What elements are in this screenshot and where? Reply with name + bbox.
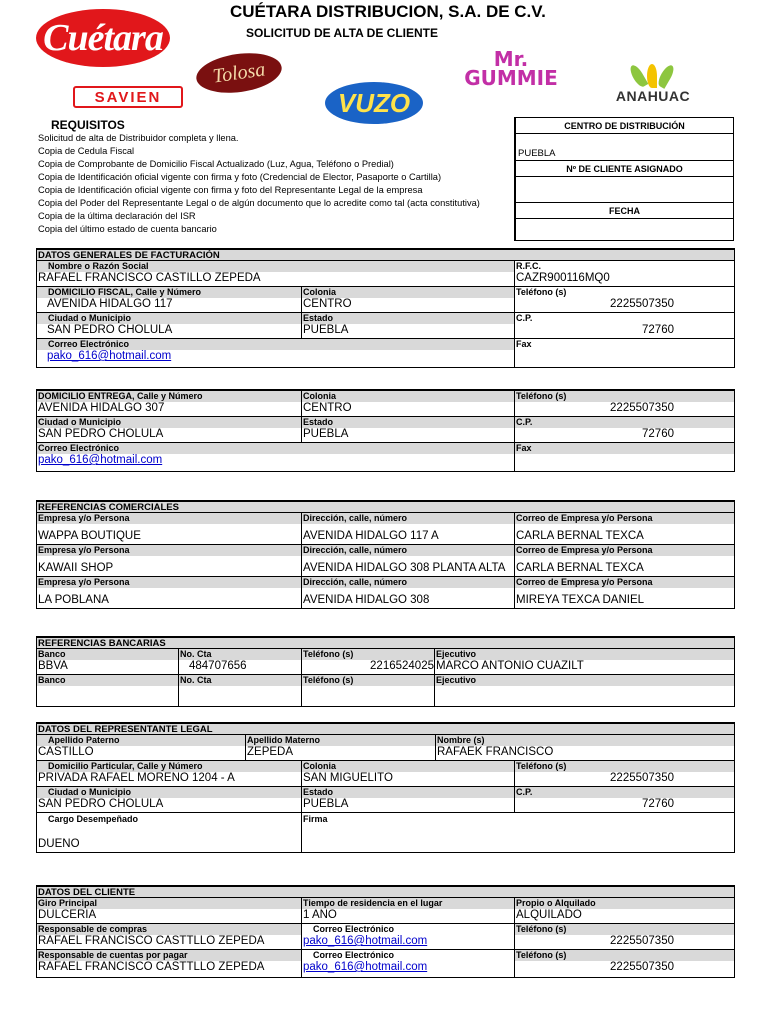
entrega-section — [36, 389, 735, 472]
entrega-fax-label: Fax — [515, 443, 734, 454]
entrega-correo-label: Correo Electrónico — [37, 443, 514, 454]
rep-estado-label: Estado — [302, 787, 514, 798]
banco-field[interactable]: BBVA — [38, 660, 68, 672]
vuzo-logo: VUZO — [325, 82, 423, 124]
rep-estado-field[interactable]: PUEBLA — [303, 798, 349, 810]
requisito-item: Solicitud de alta de Distribuidor completa y llena. — [38, 133, 239, 143]
requisito-item: Copia de Identificación oficial vigente con firma y foto (Credencial de Elector, Pasaporte o Cartilla) — [38, 172, 442, 182]
cp-field[interactable]: 72760 — [642, 324, 674, 336]
compras-label: Responsable de compras — [37, 924, 301, 935]
rep-colonia-field[interactable]: SAN MIGUELITO — [303, 772, 393, 784]
telefono-label: Teléfono (s) — [515, 287, 734, 298]
entrega-estado-label: Estado — [302, 417, 514, 428]
domicilio-fiscal-label: DOMICILIO FISCAL, Calle y Número — [37, 287, 301, 298]
entrega-cp-field[interactable]: 72760 — [642, 428, 674, 440]
cliente-correo2-label: Correo Electrónico — [302, 950, 514, 961]
cliente-correo-label: Correo Electrónico — [302, 924, 514, 935]
direccion-label: Dirección, calle, número — [302, 545, 514, 556]
direccion-field[interactable]: AVENIDA HIDALGO 308 PLANTA ALTA — [303, 562, 506, 574]
fax-label: Fax — [515, 339, 734, 350]
materno-label: Apellido Materno — [246, 735, 435, 746]
cuetara-logo: Cuétara — [36, 9, 170, 67]
facturacion-title: DATOS GENERALES DE FACTURACIÓN — [37, 250, 734, 261]
estado-label: Estado — [302, 313, 514, 324]
nombre-label: Nombre o Razón Social — [37, 261, 514, 272]
pagar-field[interactable]: RAFAEL FRANCISCO CASTTLLO ZEPEDA — [38, 961, 265, 973]
cliente-correo2-link[interactable]: pako_616@hotmail.com — [303, 961, 428, 973]
empresa-field[interactable]: LA POBLANA — [38, 594, 109, 606]
cp-label: C.P. — [515, 313, 734, 324]
cliente-title: DATOS DEL CLIENTE — [37, 887, 734, 898]
ejecutivo-label: Ejecutivo — [435, 675, 734, 686]
firma-field[interactable] — [302, 826, 734, 852]
correo-empresa-field[interactable]: MIREYA TEXCA DANIEL — [516, 594, 645, 606]
bancarias-section — [36, 636, 735, 707]
correo-empresa-field[interactable]: CARLA BERNAL TEXCA — [516, 562, 644, 574]
rep-telefono-label: Teléfono (s) — [515, 761, 734, 772]
entrega-telefono-label: Teléfono (s) — [515, 391, 734, 402]
representante-title: DATOS DEL REPRESENTANTE LEGAL — [37, 724, 734, 735]
paterno-label: Apellido Paterno — [37, 735, 245, 746]
ciudad-label: Ciudad o Municipio — [37, 313, 301, 324]
firma-label: Firma — [302, 813, 734, 826]
centro-box — [514, 117, 734, 241]
paterno-field[interactable]: CASTILLO — [38, 746, 94, 758]
representante-section — [36, 722, 735, 853]
fecha-field[interactable] — [516, 219, 733, 246]
banco-tel-field[interactable]: 2216524025 — [370, 660, 434, 672]
cliente-telefono-field[interactable]: 2225507350 — [610, 935, 674, 947]
requisito-item: Copia del último estado de cuenta bancario — [38, 224, 217, 234]
bancarias-title: REFERENCIAS BANCARIAS — [37, 638, 734, 649]
requisito-item: Copia de Cedula Fiscal — [38, 146, 135, 156]
rep-telefono-field[interactable]: 2225507350 — [610, 772, 674, 784]
mr-gummie-logo — [452, 47, 570, 96]
tiempo-field[interactable]: 1 AÑO — [303, 909, 337, 921]
savien-logo: SAVIEN — [73, 86, 183, 108]
empresa-label: Empresa y/o Persona — [37, 513, 301, 524]
centro-label: CENTRO DE DISTRIBUCIÓN — [516, 118, 733, 134]
company-title: CUÉTARA DISTRIBUCION, S.A. DE C.V. — [230, 2, 546, 21]
pagar-label: Responsable de cuentas por pagar — [37, 950, 301, 961]
form-title: SOLICITUD DE ALTA DE CLIENTE — [246, 26, 438, 40]
correo-label: Correo Electrónico — [37, 339, 514, 350]
entrega-ciudad-label: Ciudad o Municipio — [37, 417, 301, 428]
requisito-item: Copia de la última declaración del ISR — [38, 211, 196, 221]
wheat-icon — [603, 60, 703, 88]
cliente-telefono2-field[interactable]: 2225507350 — [610, 961, 674, 973]
empresa-label: Empresa y/o Persona — [37, 545, 301, 556]
comercial-row — [37, 544, 734, 576]
correo-empresa-field[interactable]: CARLA BERNAL TEXCA — [516, 530, 644, 542]
fax-field[interactable] — [515, 350, 734, 367]
cta-field[interactable] — [179, 686, 301, 706]
comerciales-title: REFERENCIAS COMERCIALES — [37, 502, 734, 513]
requisito-item: Copia del Poder del Representante Legal o de algún documento que lo acredite como tal (acta constitutiva) — [38, 198, 480, 208]
colonia-label: Colonia — [302, 287, 514, 298]
giro-label: Giro Principal — [37, 898, 301, 909]
propio-field[interactable]: ALQUILADO — [516, 909, 582, 921]
entrega-telefono-field[interactable]: 2225507350 — [610, 402, 674, 414]
entrega-correo-link[interactable]: pako_616@hotmail.com — [38, 454, 163, 466]
correo-link[interactable]: pako_616@hotmail.com — [47, 350, 172, 362]
entrega-ciudad-field[interactable]: SAN PEDRO CHOLULA — [38, 428, 164, 440]
direccion-field[interactable]: AVENIDA HIDALGO 308 — [303, 594, 430, 606]
rfc-label: R.F.C. — [515, 261, 734, 272]
requisitos-list — [38, 132, 480, 236]
correo-empresa-label: Correo de Empresa y/o Persona — [515, 513, 734, 524]
nombre-field[interactable]: RAFAEL FRANCISCO CASTILLO ZEPEDA — [38, 272, 261, 284]
facturacion-section — [36, 248, 735, 368]
domicilio-particular-field[interactable]: PRIVADA RAFAEL MORENO 1204 - A — [38, 772, 235, 784]
cta-label: No. Cta — [179, 675, 301, 686]
cliente-telefono2-label: Teléfono (s) — [515, 950, 734, 961]
ejecutivo-field[interactable] — [435, 686, 734, 706]
correo-empresa-label: Correo de Empresa y/o Persona — [515, 577, 734, 588]
requisito-item: Copia de Comprobante de Domicilio Fiscal Actualizado (Luz, Agua, Teléfono o Predial) — [38, 159, 394, 169]
anahuac-logo-text: ANAHUAC — [615, 88, 691, 104]
entrega-colonia-label: Colonia — [302, 391, 514, 402]
rep-ciudad-field[interactable]: SAN PEDRO CHOLULA — [38, 798, 164, 810]
banco-tel-label: Teléfono (s) — [302, 675, 434, 686]
domicilio-entrega-label: DOMICILIO ENTREGA, Calle y Número — [37, 391, 301, 402]
rfc-field[interactable]: CAZR900116MQ0 — [516, 272, 610, 284]
rep-cp-label: C.P. — [515, 787, 734, 798]
ejecutivo-field[interactable]: MARCO ANTONIO CUAZILT — [436, 660, 584, 672]
correo-empresa-label: Correo de Empresa y/o Persona — [515, 545, 734, 556]
ciudad-field[interactable]: SAN PEDRO CHOLULA — [47, 324, 173, 336]
domicilio-fiscal-field[interactable]: AVENIDA HIDALGO 117 — [47, 298, 173, 310]
giro-field[interactable]: DULCERIA — [38, 909, 97, 921]
rep-cp-field[interactable]: 72760 — [642, 798, 674, 810]
empresa-label: Empresa y/o Persona — [37, 577, 301, 588]
gummie-logo-line1: Mr. — [493, 47, 529, 71]
centro-value[interactable]: PUEBLA — [516, 147, 733, 161]
banco-tel-label: Teléfono (s) — [302, 649, 434, 660]
cta-field[interactable]: 484707656 — [189, 660, 247, 672]
estado-field[interactable]: PUEBLA — [303, 324, 349, 336]
rep-ciudad-label: Ciudad o Municipio — [37, 787, 301, 798]
colonia-field[interactable]: CENTRO — [303, 298, 352, 310]
cliente-telefono-label: Teléfono (s) — [515, 924, 734, 935]
direccion-field[interactable]: AVENIDA HIDALGO 117 A — [303, 530, 439, 542]
requisitos-title: REQUISITOS — [51, 118, 125, 132]
tiempo-label: Tiempo de residencia en el lugar — [302, 898, 514, 909]
comerciales-section — [36, 500, 735, 609]
banco-label: Banco — [37, 675, 178, 686]
entrega-fax-field[interactable] — [515, 454, 734, 471]
cliente-asignado-label: Nº DE CLIENTE ASIGNADO — [516, 161, 733, 177]
cargo-field[interactable]: DUEÑO — [38, 838, 80, 850]
cta-label: No. Cta — [179, 649, 301, 660]
anahuac-logo — [603, 60, 703, 110]
tolosa-logo: Tolosa — [194, 48, 284, 98]
materno-field[interactable]: ZEPEDA — [247, 746, 294, 758]
direccion-label: Dirección, calle, número — [302, 577, 514, 588]
requisito-item: Copia de Identificación oficial vigente con firma y foto del Representante Legal de la empresa — [38, 185, 423, 195]
domicilio-particular-label: Domicilio Particular, Calle y Número — [37, 761, 301, 772]
comercial-row — [37, 576, 734, 608]
telefono-field[interactable]: 2225507350 — [610, 298, 674, 310]
banco-tel-field[interactable] — [302, 686, 434, 706]
cliente-correo-link[interactable]: pako_616@hotmail.com — [303, 935, 428, 947]
entrega-colonia-field[interactable]: CENTRO — [303, 402, 352, 414]
nombres-label: Nombre (s) — [436, 735, 734, 746]
ejecutivo-label: Ejecutivo — [435, 649, 734, 660]
cargo-label: Cargo Desempeñado — [37, 813, 301, 826]
cliente-asignado-field[interactable] — [516, 177, 733, 203]
empresa-field[interactable]: KAWAII SHOP — [38, 562, 114, 574]
cliente-section — [36, 885, 735, 978]
direccion-label: Dirección, calle, número — [302, 513, 514, 524]
banco-label: Banco — [37, 649, 178, 660]
compras-field[interactable]: RAFAEL FRANCISCO CASTTLLO ZEPEDA — [38, 935, 265, 947]
rep-colonia-label: Colonia — [302, 761, 514, 772]
domicilio-entrega-field[interactable]: AVENIDA HIDALGO 307 — [38, 402, 165, 414]
propio-label: Propio o Alquilado — [515, 898, 734, 909]
comercial-row — [37, 513, 734, 544]
gummie-logo-line2: GUMMIE — [464, 66, 558, 90]
entrega-estado-field[interactable]: PUEBLA — [303, 428, 349, 440]
entrega-cp-label: C.P. — [515, 417, 734, 428]
empresa-field[interactable]: WAPPA BOUTIQUE — [38, 530, 141, 542]
banco-field[interactable] — [37, 686, 178, 706]
fecha-label: FECHA — [516, 203, 733, 219]
nombres-field[interactable]: RAFAEK FRANCISCO — [437, 746, 554, 758]
